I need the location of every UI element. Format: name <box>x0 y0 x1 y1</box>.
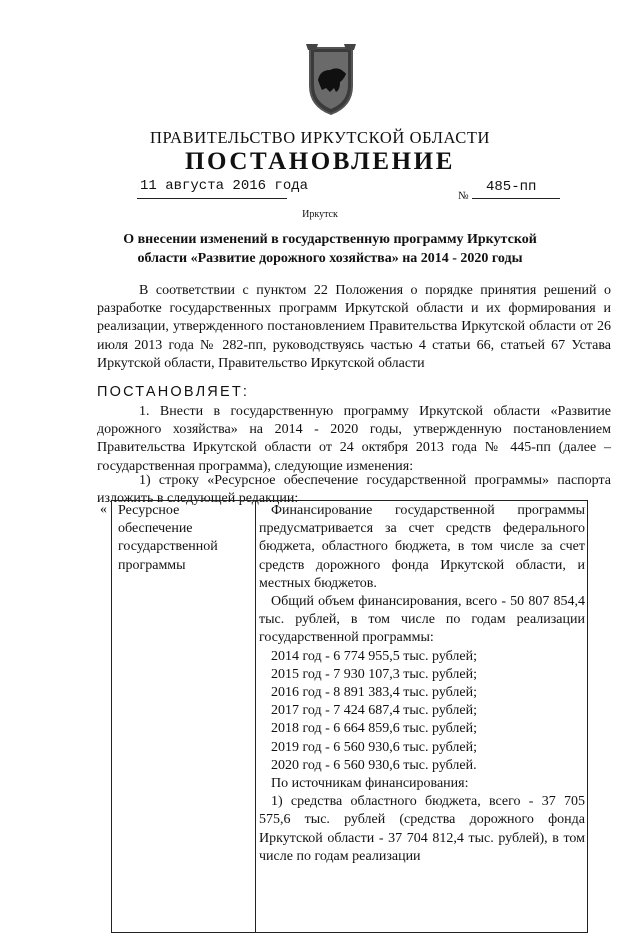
table-row-content <box>259 502 585 866</box>
financing-total: Общий объем финансирования, всего - 50 807 854,4 тыс. рублей, в том числе по годам реализации государственной программы: <box>259 594 585 646</box>
table-row-label: Ресурсное обеспечение государственной программы <box>118 503 218 573</box>
number-label: № <box>458 190 469 202</box>
table-column-divider <box>255 500 256 933</box>
document-subject: О внесении изменений в государственную программу Иркутской области «Развитие дорожного хозяйства» на 2014 - 2020 годы <box>123 232 537 266</box>
number-underline <box>472 198 560 199</box>
financing-sources: По источникам финансирования: <box>271 776 469 792</box>
year-line: 2020 год - 6 560 930,6 тыс. рублей. <box>271 757 477 773</box>
government-title: ПРАВИТЕЛЬСТВО ИРКУТСКОЙ ОБЛАСТИ <box>149 128 491 147</box>
decides-heading: ПОСТАНОВЛЯЕТ: <box>97 384 250 400</box>
document-type: ПОСТАНОВЛЕНИЕ <box>184 148 456 175</box>
coat-of-arms-emblem <box>300 40 362 116</box>
year-line: 2016 год - 8 891 383,4 тыс. рублей; <box>271 685 478 701</box>
item-1-paragraph: 1. Внести в государственную программу Иркутской области «Развитие дорожного хозяйства» на 2014 - 2020 годы, утвержденную постановлением Правительства Иркутской области от 24 октября 2013 года № 445-пп (далее – государственная программа), следующие изменения: <box>97 404 611 474</box>
year-line: 2015 год - 7 930 107,3 тыс. рублей; <box>271 666 478 682</box>
coat-of-arms-icon <box>300 40 362 116</box>
year-line: 2019 год - 6 560 930,6 тыс. рублей; <box>271 739 478 755</box>
document-date: 11 августа 2016 года <box>140 178 309 194</box>
year-line: 2018 год - 6 664 859,6 тыс. рублей; <box>271 721 478 737</box>
item-1-1-paragraph: 1) строку «Ресурсное обеспечение государственной программы» паспорта изложить в следующей редакции: <box>97 473 611 507</box>
city-name: Иркутск <box>302 209 338 220</box>
open-quote: « <box>100 502 107 517</box>
preamble-paragraph: В соответствии с пунктом 22 Положения о порядке принятия решений о разработке государственных программ Иркутской области и их формирования и реализации, утвержденного постановлением Правительства Иркутской области от 26 июля 2013 года № 282-пп, руководствуясь частью 4 статьи 66, статьей 67 Устава Иркутской области, Правительство Иркутской области <box>97 283 611 371</box>
regional-budget-funding: 1) средства областного бюджета, всего - 37 705 575,6 тыс. рублей (средства дорожного фонда Иркутской области - 37 704 812,4 тыс. рублей), в том числе по годам реализации <box>259 794 585 864</box>
year-line: 2014 год - 6 774 955,5 тыс. рублей; <box>271 648 478 664</box>
year-line: 2017 год - 7 424 687,4 тыс. рублей; <box>271 703 478 719</box>
document-number: 485-пп <box>486 179 537 195</box>
date-underline <box>137 198 287 199</box>
financing-intro: Финансирование государственной программы предусматривается за счет средств федерального бюджета, областного бюджета, в том числе за счет средств дорожного фонда Иркутской области, и местных бюджетов. <box>259 503 585 591</box>
